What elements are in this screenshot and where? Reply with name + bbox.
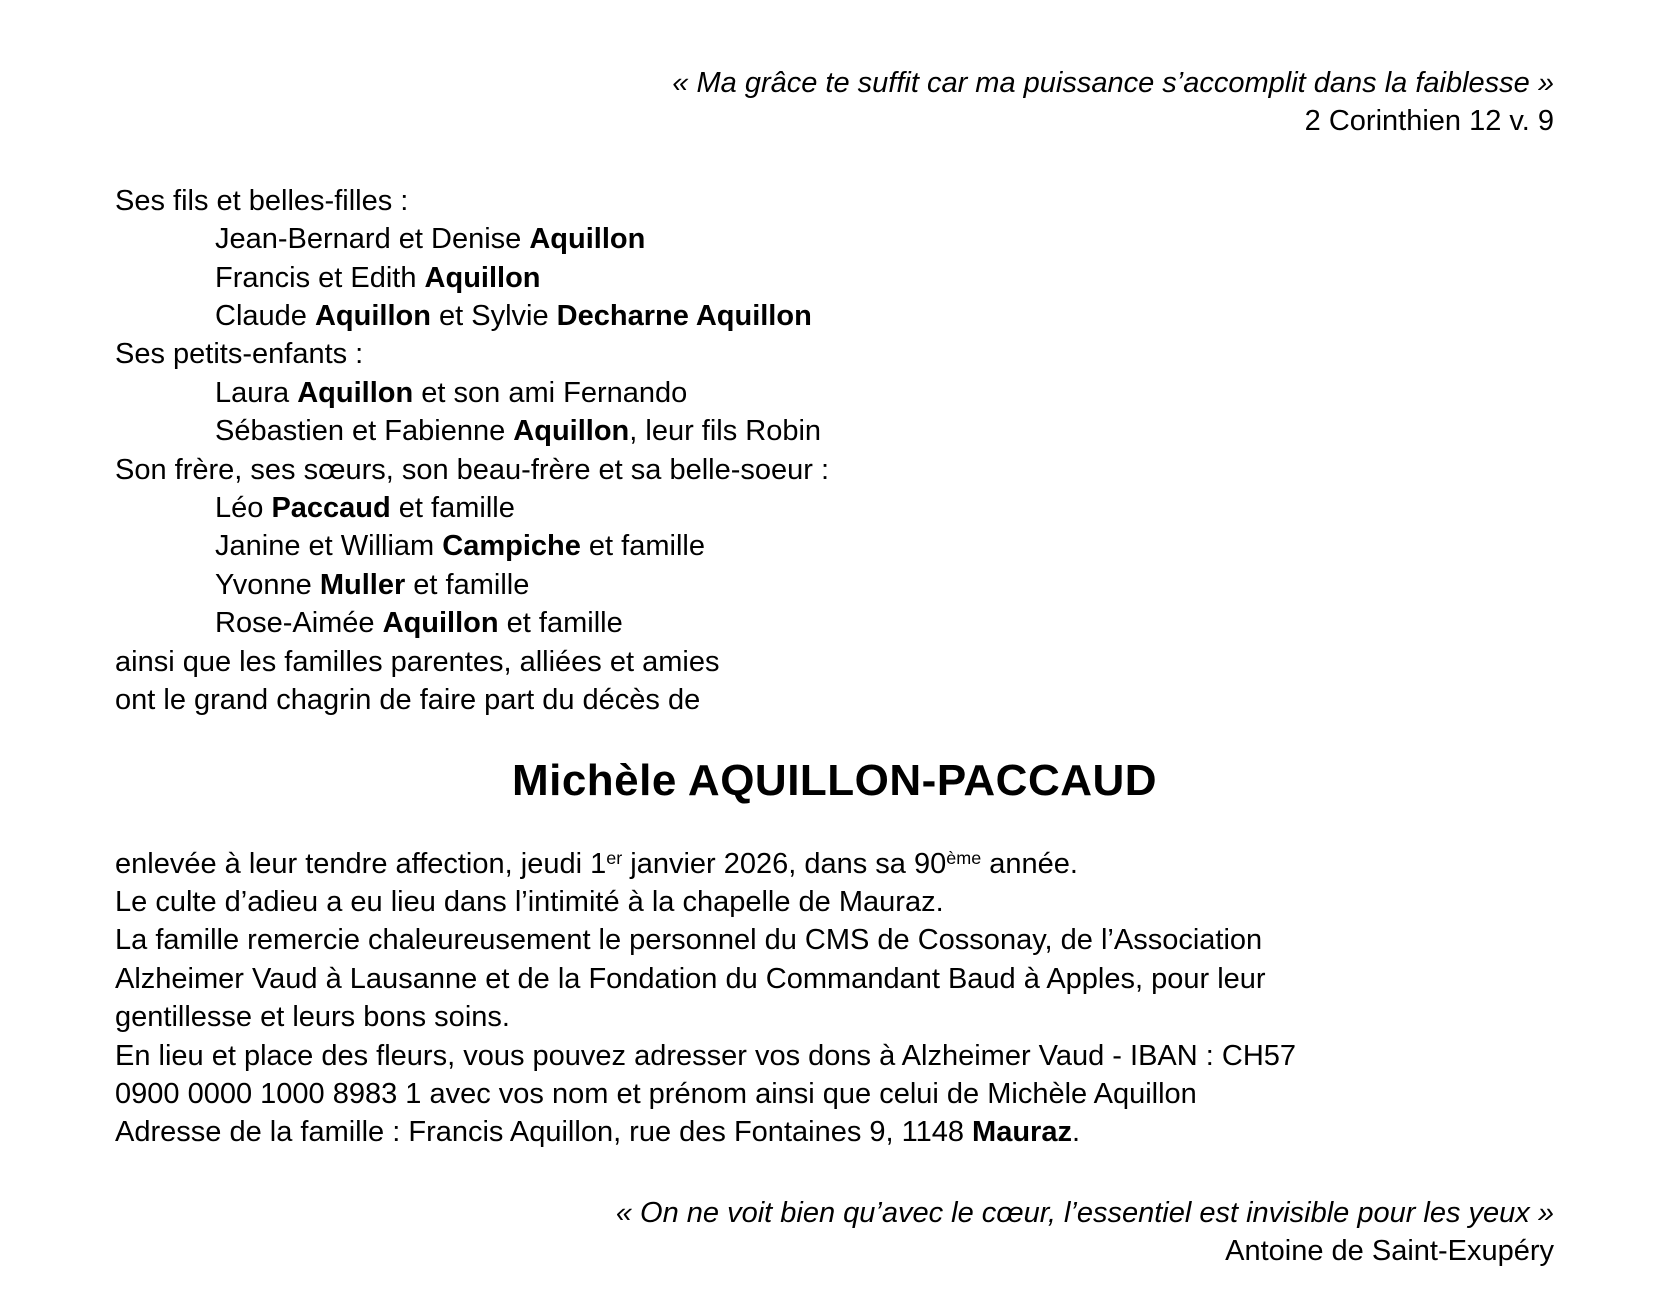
family-line-segment: Aquillon bbox=[513, 415, 630, 448]
deceased-name: Michèle AQUILLON-PACCAUD bbox=[511, 755, 1158, 805]
scripture-quote: « Ma grâce te suffit car ma puissance s’accomplit dans la faiblesse » bbox=[672, 67, 1554, 99]
body-line bbox=[115, 883, 1554, 921]
body-line-segment: Alzheimer Vaud à Lausanne et de la Fondation du Commandant Baud à Apples, pour leur bbox=[115, 962, 1266, 995]
family-line-segment: Aquillon bbox=[382, 607, 499, 640]
body-line-segment: enlevée à leur tendre affection, jeudi 1 bbox=[115, 847, 607, 880]
family-line-segment: Decharne Aquillon bbox=[556, 300, 812, 333]
family-line-segment: ainsi que les familles parentes, alliées et amies bbox=[115, 645, 720, 678]
family-line bbox=[115, 182, 1554, 220]
family-line-segment: Ses fils et belles-filles : bbox=[115, 184, 409, 217]
scripture-reference: 2 Corinthien 12 v. 9 bbox=[1304, 105, 1554, 138]
family-line bbox=[115, 681, 1554, 719]
body-line bbox=[115, 1113, 1554, 1151]
body-line-segment: janvier 2026, dans sa 90 bbox=[622, 847, 947, 880]
family-line bbox=[115, 604, 1554, 642]
family-line bbox=[115, 297, 1554, 335]
family-line-segment: et Sylvie bbox=[430, 300, 557, 333]
family-line bbox=[115, 643, 1554, 681]
family-line-segment: Paccaud bbox=[271, 492, 391, 525]
family-line bbox=[115, 489, 1554, 527]
family-line-segment: Yvonne bbox=[215, 568, 320, 601]
family-line-segment: et famille bbox=[580, 530, 705, 563]
body-line bbox=[115, 1037, 1554, 1075]
body-line-segment: année. bbox=[981, 847, 1078, 880]
family-line-segment: Muller bbox=[319, 568, 406, 601]
family-line-segment: Ses petits-enfants : bbox=[115, 338, 364, 371]
body-line bbox=[115, 1075, 1554, 1113]
family-line-segment: Aquillon bbox=[314, 300, 431, 333]
family-line bbox=[115, 451, 1554, 489]
body-line-segment: Adresse de la famille : Francis Aquillon, rue des Fontaines 9, 1148 bbox=[115, 1116, 973, 1149]
body-line-segment: gentillesse et leurs bons soins. bbox=[115, 1001, 510, 1034]
body-line-segment: ème bbox=[946, 848, 982, 869]
family-list bbox=[115, 182, 1554, 720]
body-line bbox=[115, 845, 1554, 883]
family-line-segment: Janine et William bbox=[215, 530, 443, 563]
closing-quote: « On ne voit bien qu’avec le cœur, l’essentiel est invisible pour les yeux » bbox=[615, 1196, 1554, 1229]
family-line-segment: Sébastien et Fabienne bbox=[215, 415, 514, 448]
family-line-segment: et famille bbox=[405, 568, 530, 601]
family-line-segment: Léo bbox=[215, 492, 272, 525]
family-line-segment: , leur fils Robin bbox=[629, 415, 822, 448]
family-line bbox=[115, 527, 1554, 565]
family-line-segment: Francis et Edith bbox=[215, 261, 425, 294]
family-line-segment: Campiche bbox=[442, 530, 581, 563]
family-line-segment: et son ami Fernando bbox=[413, 376, 688, 409]
body-line-segment: En lieu et place des fleurs, vous pouvez adresser vos dons à Alzheimer Vaud - IBAN : CH57 bbox=[115, 1039, 1297, 1072]
family-line-segment: et famille bbox=[390, 492, 515, 525]
family-line bbox=[115, 374, 1554, 412]
family-line-segment: Aquillon bbox=[424, 261, 541, 294]
family-line bbox=[115, 220, 1554, 258]
family-line bbox=[115, 335, 1554, 373]
body-line-segment: Mauraz bbox=[972, 1116, 1072, 1149]
family-line-segment: ont le grand chagrin de faire part du décès de bbox=[115, 684, 701, 717]
body-line bbox=[115, 921, 1554, 959]
family-line-segment: Son frère, ses sœurs, son beau-frère et sa belle-soeur : bbox=[115, 453, 830, 486]
family-line-segment: Jean-Bernard et Denise bbox=[215, 223, 530, 256]
body-line bbox=[115, 960, 1554, 998]
family-line-segment: Aquillon bbox=[297, 376, 414, 409]
family-line-segment: Aquillon bbox=[529, 223, 646, 256]
family-line bbox=[115, 566, 1554, 604]
family-line-segment: Laura bbox=[215, 376, 298, 409]
family-line-segment: et famille bbox=[498, 607, 623, 640]
body-line-segment: er bbox=[606, 848, 623, 869]
announcement-body bbox=[115, 845, 1554, 1152]
body-line bbox=[115, 998, 1554, 1036]
family-line bbox=[115, 412, 1554, 450]
family-line-segment: Rose-Aimée bbox=[215, 607, 383, 640]
body-line-segment: Le culte d’adieu a eu lieu dans l’intimité à la chapelle de Mauraz. bbox=[115, 885, 944, 918]
body-line-segment: . bbox=[1071, 1116, 1081, 1149]
family-line bbox=[115, 259, 1554, 297]
closing-quote-author: Antoine de Saint-Exupéry bbox=[1225, 1235, 1554, 1268]
body-line-segment: La famille remercie chaleureusement le personnel du CMS de Cossonay, de l’Association bbox=[115, 924, 1263, 957]
body-line-segment: 0900 0000 1000 8983 1 avec vos nom et prénom ainsi que celui de Michèle Aquillon bbox=[115, 1077, 1197, 1110]
family-line-segment: Claude bbox=[215, 300, 315, 333]
